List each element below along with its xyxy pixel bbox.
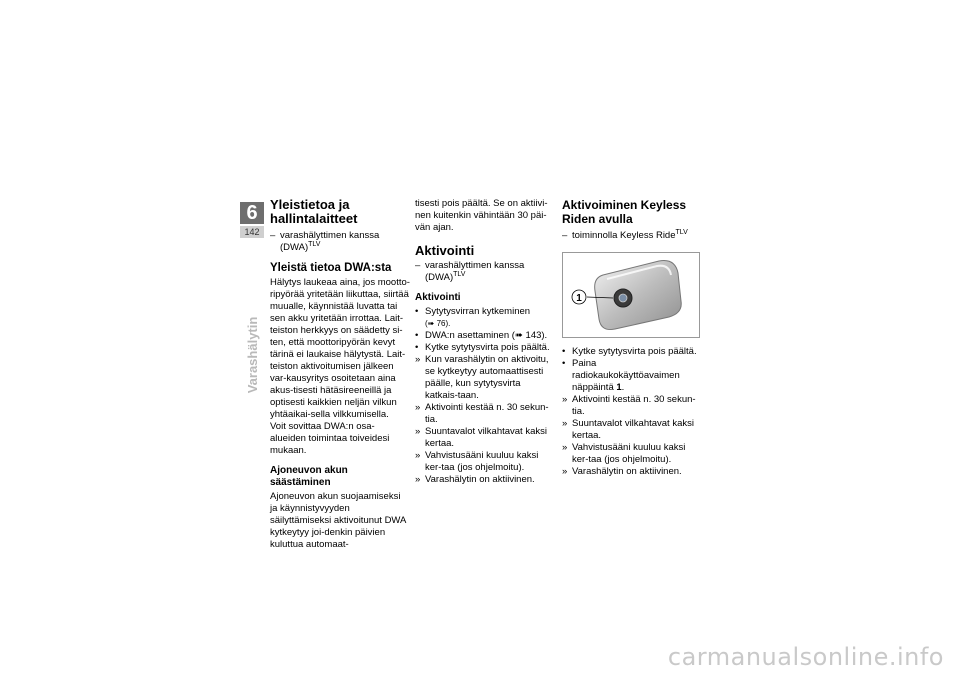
subsection-title-battery: Ajoneuvon akun säästäminen bbox=[270, 465, 348, 488]
chapter-side-label-text: Varashälytin bbox=[244, 316, 260, 394]
result-activation-time: » Aktivointi kestää n. 30 sekun-tia. bbox=[415, 402, 555, 426]
section-title-general: Yleistietoa ja hallintalaitteet bbox=[270, 197, 358, 226]
chapter-number: 6 bbox=[246, 201, 258, 224]
prerequisite-keyless-sup: TLV bbox=[675, 228, 688, 236]
watermark: carmanualsonline.info bbox=[667, 643, 944, 671]
result-alarm-active-keyless: » Varashälytin on aktiivinen. bbox=[562, 466, 702, 478]
result-alarm-active: » Varashälytin on aktiivinen. bbox=[415, 474, 555, 486]
result-auto-activation: » Kun varashälytin on aktivoitu, se kytkeytyy automaattisesti päälle, kun sytytysvirta katkais-taan. bbox=[415, 354, 555, 402]
section-title-keyless: Aktivoiminen Keyless Riden avulla bbox=[562, 198, 687, 226]
step-ignition-off: • Kytke sytytysvirta pois päältä. bbox=[415, 342, 555, 354]
result-indicators-flash-keyless: » Suuntavalot vilkahtavat kaksi kertaa. bbox=[562, 418, 702, 442]
step-dwa-setting: • DWA:n asettaminen (➠ 143). bbox=[415, 330, 555, 342]
result-confirmation-tone: » Vahvistusääni kuuluu kaksi ker-taa (jos ohjelmoitu). bbox=[415, 450, 555, 474]
result-indicators-flash: » Suuntavalot vilkahtavat kaksi kertaa. bbox=[415, 426, 555, 450]
prerequisite-keyless bbox=[562, 230, 702, 242]
column-1 bbox=[270, 198, 410, 551]
prerequisite-sup-2: TLV bbox=[453, 270, 466, 278]
callout-label: 1 bbox=[576, 293, 582, 304]
result-confirmation-tone-keyless: » Vahvistusääni kuuluu kaksi ker-taa (jos ohjelmoitu). bbox=[562, 442, 702, 466]
step-press-button-text: Paina radiokaukokäyttöavaimen näppäintä bbox=[572, 358, 680, 393]
paragraph-dwa-customize: Voit sovittaa DWA:n osa-alueiden toimintaa toiveidesi mukaan. bbox=[270, 421, 390, 456]
step-press-button-end: . bbox=[621, 382, 625, 393]
prerequisite-text-2: varashälyttimen kanssa (DWA) bbox=[425, 260, 525, 283]
column-2 bbox=[415, 198, 555, 486]
prerequisite-keyless-text: toiminnolla Keyless Ride bbox=[572, 230, 676, 241]
prerequisite-dwa-2 bbox=[415, 260, 555, 284]
chapter-number-badge bbox=[240, 202, 264, 224]
step-ignition-on-text: Sytytysvirran kytkeminen bbox=[425, 306, 531, 317]
prerequisite-sup: TLV bbox=[308, 240, 321, 248]
key-fob-illustration bbox=[563, 253, 699, 337]
page-reference-76[interactable]: (➠ 76). bbox=[425, 319, 451, 328]
section-title-dwa-info: Yleistä tietoa DWA:sta bbox=[270, 262, 392, 274]
step-press-button-ref: 1 bbox=[616, 382, 622, 393]
paragraph-battery-continued: tisesti pois päältä. Se on aktiivi-nen kuitenkin vähintään 30 päi-vän ajan. bbox=[415, 198, 548, 233]
step-ignition-on bbox=[415, 306, 555, 330]
paragraph-dwa-info: Hälytys laukeaa aina, jos mootto-ripyörää yritetään liikuttaa, siirtää muualle, käynnistää luvatta tai sen akku yritetään irrottaa. Lait-teiston herkkyys on säädetty si-ten, että moottoripyörän kevyt tärinä ei laukaise hälytystä. Lait-teiston aktivoitumisen jälkeen var-kausyritys osoitetaan aina akus-tisesti hätäsireeneillä ja optisesti kaikkien neljän vilkun yhtäaikai-sella vilkkumisella. bbox=[270, 277, 410, 420]
prerequisite-dwa bbox=[270, 230, 410, 254]
page-number: 142 bbox=[240, 226, 264, 238]
column-3 bbox=[562, 198, 702, 478]
key-fob-button-logo bbox=[619, 294, 627, 302]
step-ignition-off-keyless: • Kytke sytytysvirta pois päältä. bbox=[562, 346, 702, 358]
chapter-side-label bbox=[243, 316, 261, 394]
subsection-title-activation: Aktivointi bbox=[415, 292, 461, 303]
result-activation-time-keyless: » Aktivointi kestää n. 30 sekun-tia. bbox=[562, 394, 702, 418]
step-press-button bbox=[562, 358, 702, 394]
prerequisite-text: varashälyttimen kanssa (DWA) bbox=[280, 230, 380, 253]
section-title-activation: Aktivointi bbox=[415, 243, 475, 258]
key-fob-figure bbox=[562, 252, 700, 338]
paragraph-battery: Ajoneuvon akun suojaamiseksi ja käynnistyvyyden säilyttämiseksi aktivoitunut DWA kytkeytyy joi-denkin päivien kuluttua automaat- bbox=[270, 491, 406, 550]
